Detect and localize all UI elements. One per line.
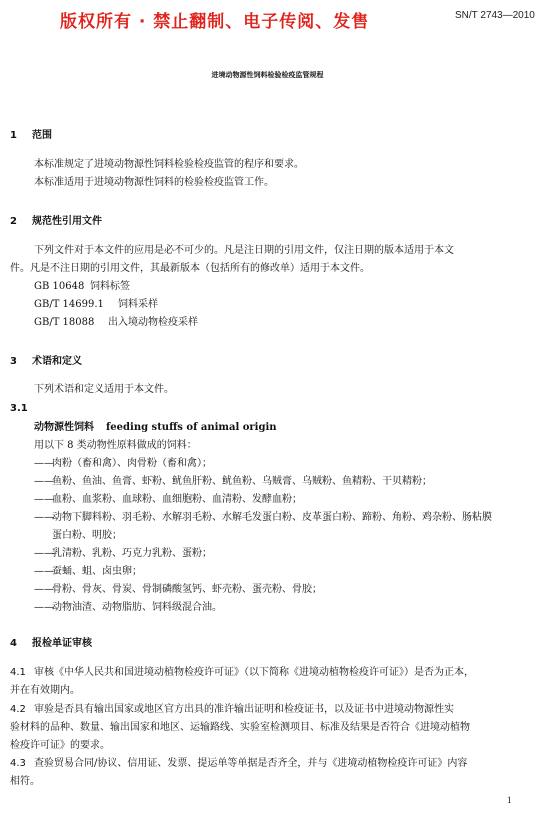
list-item — [34, 563, 142, 580]
reference-item — [34, 278, 130, 295]
list-dash: —— — [34, 548, 54, 559]
clause-4-2-line: 验材料的品种、数量、输出国家和地区、运输路线、实验室检测项目、标准及结果是否符合《进境动植物 — [10, 722, 470, 733]
clause-4-2-line — [10, 701, 454, 718]
clause-text: 审核《中华人民共和国进境动植物检疫许可证》（以下简称《进境动植物检疫许可证》）是否为正本， — [34, 667, 474, 678]
list-dash: —— — [34, 602, 54, 613]
paragraph: 本标准规定了进境动物源性饲料检验检疫监管的程序和要求。 — [34, 159, 304, 170]
list-dash: —— — [34, 458, 54, 469]
section-number: 1 — [10, 130, 17, 141]
reference-code: GB/T 18088 — [34, 317, 95, 328]
list-item-text: 骨粉、骨灰、骨炭、骨制磷酸氢钙、虾壳粉、蛋壳粉、骨胶； — [52, 584, 322, 595]
clause-4-2-line: 检疫许可证》的要求。 — [10, 740, 110, 751]
list-item-text: 动物油渣、动物脂肪、饲料级混合油。 — [52, 602, 222, 613]
section-title: 范围 — [32, 130, 52, 141]
clause-text: 审验是否具有输出国家或地区官方出具的准许输出证明和检疫证书，以及证书中进境动物源性实 — [34, 704, 454, 715]
clause-number: 4.1 — [10, 667, 26, 678]
reference-title: 出入境动物检疫采样 — [108, 317, 198, 328]
clause-number: 4.3 — [10, 758, 26, 769]
list-item — [34, 473, 432, 490]
list-item — [34, 455, 212, 472]
section-number: 3 — [10, 356, 17, 367]
clause-4-1-line: 并在有效期内。 — [10, 685, 80, 696]
section-title: 报检单证审核 — [32, 638, 92, 649]
section-number: 4 — [10, 638, 17, 649]
clause-4-3-line — [10, 755, 467, 772]
list-item — [34, 599, 222, 616]
list-item-text: 血粉、血浆粉、血球粉、血细胞粉、血清粉、发酵血粉； — [52, 494, 302, 505]
term-chinese: 动物源性饲料 — [34, 422, 94, 433]
list-item — [34, 581, 322, 598]
reference-title: 饲料标签 — [90, 281, 130, 292]
section-2-heading — [10, 212, 102, 227]
clause-text: 查验贸易合同/协议、信用证、发票、提运单等单据是否齐全，并与《进境动植物检疫许可证》内容 — [34, 758, 468, 769]
list-item-continuation: 蛋白粉、明胶； — [52, 530, 122, 541]
list-dash: —— — [34, 566, 54, 577]
list-item-text: 鱼粉、鱼油、鱼膏、虾粉、鱿鱼肝粉、鱿鱼粉、乌贼膏、乌贼粉、鱼精粉、干贝精粉； — [52, 476, 432, 487]
section-3-heading — [10, 352, 82, 367]
list-dash: —— — [34, 476, 54, 487]
page-number: 1 — [507, 795, 512, 805]
term-number: 3.1 — [10, 403, 28, 414]
section-number: 2 — [10, 216, 17, 227]
paragraph: 件。凡是不注日期的引用文件，其最新版本（包括所有的修改单）适用于本文件。 — [10, 263, 370, 274]
copyright-watermark: 版权所有 · 禁止翻制、电子传阅、发售 — [60, 12, 370, 32]
section-title: 规范性引用文件 — [32, 216, 102, 227]
list-item — [34, 545, 212, 562]
list-item-text: 乳清粉、乳粉、巧克力乳粉、蛋粉； — [52, 548, 212, 559]
list-dash: —— — [34, 584, 54, 595]
clause-4-1-line — [10, 664, 474, 681]
list-dash: —— — [34, 512, 54, 523]
section-1-heading — [10, 126, 52, 141]
list-item-text: 肉粉（畜和禽）、肉骨粉（畜和禽）； — [52, 458, 212, 469]
reference-item — [34, 296, 158, 313]
term-english: feeding stuffs of animal origin — [106, 422, 277, 433]
paragraph: 本标准适用于进境动物源性饲料的检验检疫监管工作。 — [34, 177, 274, 188]
list-item-text: 动物下脚料粉、羽毛粉、水解羽毛粉、水解毛发蛋白粉、皮革蛋白粉、蹄粉、角粉、鸡杂粉、肠粘膜 — [52, 512, 492, 523]
reference-title: 饲料采样 — [118, 299, 158, 310]
list-item — [34, 491, 302, 508]
paragraph: 下列文件对于本文件的应用是必不可少的。凡是注日期的引用文件，仅注日期的版本适用于本文 — [34, 245, 454, 256]
reference-code: GB/T 14699.1 — [34, 299, 104, 310]
document-title: 进境动物源性饲料检验检疫监管规程 — [211, 71, 324, 79]
section-title: 术语和定义 — [32, 356, 82, 367]
clause-4-3-line: 相符。 — [10, 776, 40, 787]
term-heading — [34, 419, 277, 436]
reference-item — [34, 314, 198, 331]
list-item — [34, 509, 492, 526]
standard-code: SN/T 2743—2010 — [455, 10, 535, 21]
section-4-heading — [10, 634, 92, 649]
paragraph: 下列术语和定义适用于本文件。 — [34, 384, 174, 395]
list-dash: —— — [34, 494, 54, 505]
clause-number: 4.2 — [10, 704, 26, 715]
reference-code: GB 10648 — [34, 281, 85, 292]
term-definition: 用以下 8 类动物性原料做成的饲料： — [34, 440, 197, 451]
list-item-text: 蚕蛹、蛆、卤虫卵； — [52, 566, 142, 577]
